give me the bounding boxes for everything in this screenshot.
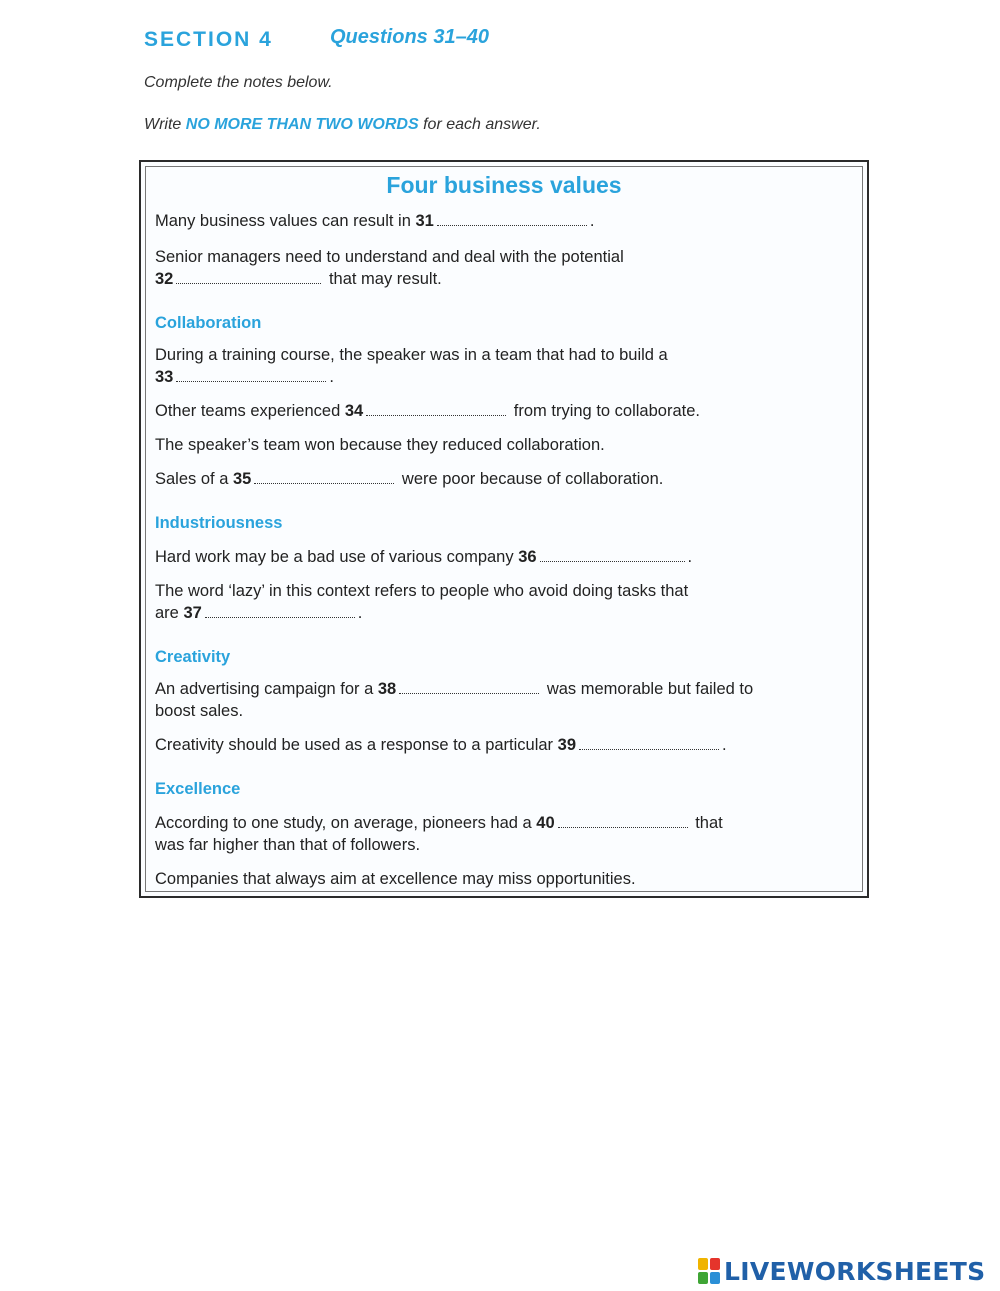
note-line-32 [155, 268, 442, 290]
question-number: 31 [415, 212, 434, 230]
note-line-33: 33 . [155, 368, 334, 386]
answer-blank-31[interactable] [437, 213, 587, 226]
note-text: from trying to collaborate. [509, 402, 700, 420]
note-text: Hard work may be a bad use of various company [155, 548, 519, 566]
instruction-word-limit [144, 116, 541, 134]
question-number: 37 [183, 604, 202, 622]
answer-blank-35[interactable] [254, 471, 394, 484]
notes-title: Four business values [386, 172, 622, 198]
note-text: are [155, 604, 184, 622]
answer-blank-36[interactable] [540, 549, 685, 562]
note-text: that may result. [324, 270, 442, 288]
note-line-37: are 37 . [155, 604, 363, 622]
note-text: that [690, 814, 723, 832]
note-line-37a: The word ‘lazy’ in this context refers to people who avoid doing tasks that [155, 582, 689, 600]
note-line-40 [155, 812, 723, 834]
logo-text: LIVEWORKSHEETS [724, 1256, 986, 1286]
instruction-text-end: for each answer. [418, 116, 541, 133]
note-line-34 [155, 400, 700, 422]
heading-collaboration: Collaboration [155, 314, 262, 332]
instruction-complete: Complete the notes below. [144, 74, 333, 91]
question-number: 36 [518, 548, 537, 566]
note-text: Many business values can result in [155, 212, 416, 230]
answer-blank-34[interactable] [366, 403, 506, 416]
note-line-32a: Senior managers need to understand and deal with the potential [155, 248, 624, 266]
note-line-38 [155, 678, 753, 700]
question-number: 34 [344, 402, 364, 420]
note-text: was memorable but failed to [542, 680, 754, 698]
answer-blank-39[interactable] [579, 737, 719, 750]
answer-blank-40[interactable] [558, 815, 688, 828]
section-label: SECTION 4 [144, 28, 273, 51]
question-number: 38 [377, 680, 397, 698]
question-number: 32 [155, 270, 174, 288]
note-line-40b: was far higher than that of followers. [155, 836, 421, 854]
note-text: According to one study, on average, pioneers had a [155, 814, 537, 832]
liveworksheets-logo[interactable] [698, 1254, 985, 1288]
note-text: An advertising campaign for a [155, 680, 378, 698]
question-number: 35 [232, 470, 252, 488]
note-line-36: Hard work may be a bad use of various company 36 . [155, 548, 693, 566]
questions-label: Questions 31–40 [330, 26, 489, 48]
logo-mark-icon [698, 1258, 720, 1284]
note-text: Creativity should be used as a response to a particular [155, 736, 558, 754]
note-line-38b: boost sales. [155, 702, 244, 720]
note-line-33a: During a training course, the speaker was in a team that had to build a [155, 346, 668, 364]
heading-excellence: Excellence [155, 780, 241, 798]
question-number: 33 [155, 368, 174, 386]
note-line-excellence-2: Companies that always aim at excellence may miss opportunities. [155, 870, 636, 888]
note-text: Other teams experienced [155, 402, 345, 420]
note-text: Sales of a [155, 470, 233, 488]
instruction-text: Write [144, 116, 186, 133]
question-number: 40 [536, 814, 555, 832]
answer-blank-32[interactable] [176, 271, 321, 284]
note-line-31: Many business values can result in 31 . [155, 212, 595, 230]
note-text: were poor because of collaboration. [397, 470, 664, 488]
note-line-39: Creativity should be used as a response to a particular 39 . [155, 736, 727, 754]
answer-blank-37[interactable] [205, 605, 355, 618]
answer-blank-38[interactable] [399, 681, 539, 694]
question-number: 39 [557, 736, 576, 754]
notes-box [139, 160, 869, 898]
heading-creativity: Creativity [155, 648, 231, 666]
answer-blank-33[interactable] [176, 369, 326, 382]
note-line-collab-3: The speaker’s team won because they reduced collaboration. [155, 436, 605, 454]
note-line-35 [155, 468, 663, 490]
heading-industriousness: Industriousness [155, 514, 283, 532]
word-limit-highlight: NO MORE THAN TWO WORDS [185, 116, 419, 133]
